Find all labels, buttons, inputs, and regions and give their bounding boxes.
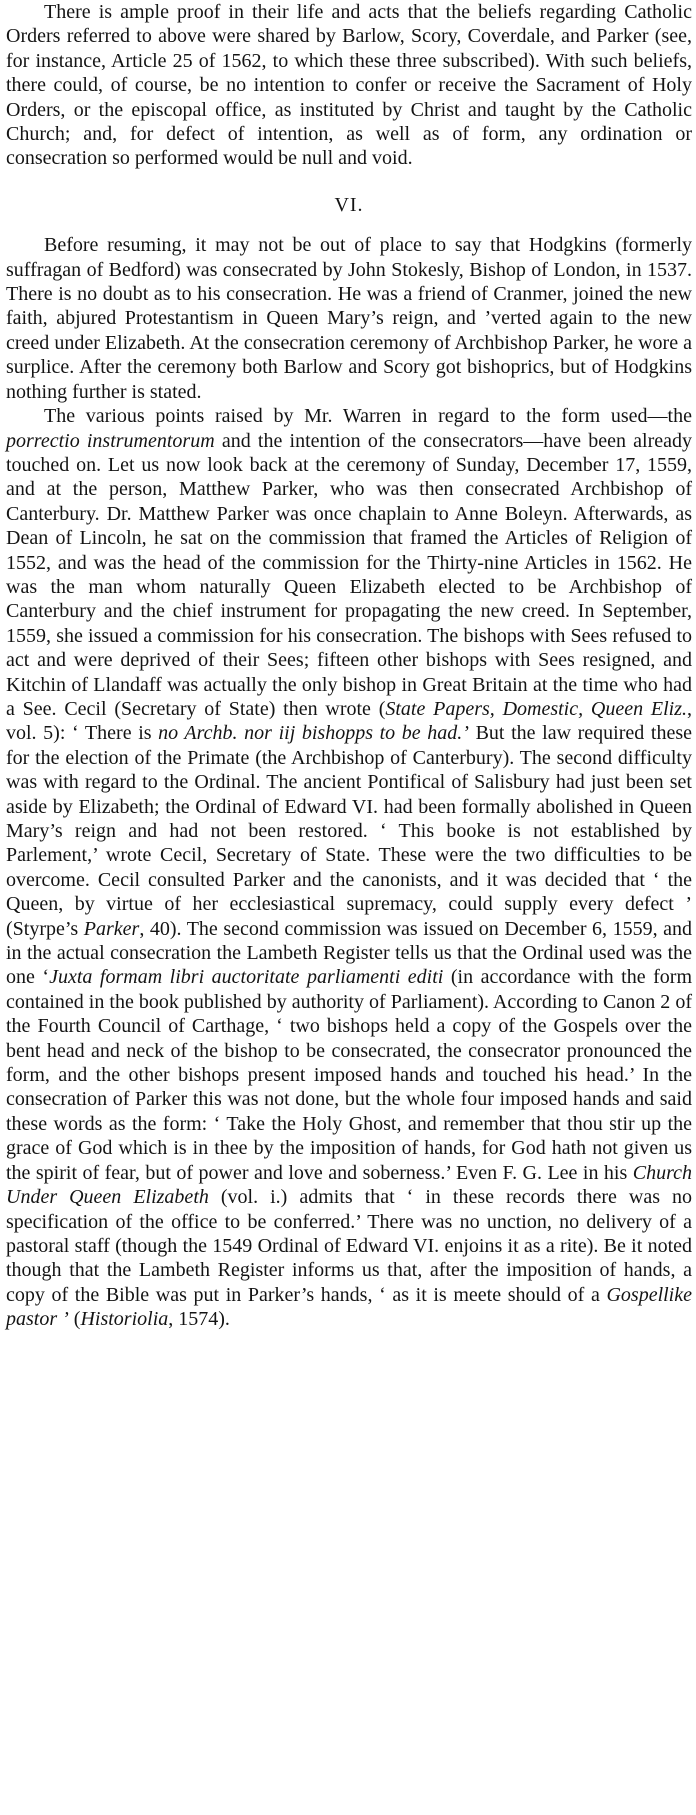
paragraph-catholic-orders: There is ample proof in their life and acts that the beliefs regarding Catholic Orders referred to above were shared by Barlow, Scory, Coverdale, and Parker (see, for instance, Article 25 of 1562, to which these three subscribed). With such beliefs, there could, of course, be no intention to confer or receive the Sacrament of Holy Orders, or the episcopal office, as instituted by Christ and taught by the Catholic Church; and, for defect of intention, as well as of form, any ordination or consecration so performed would be null and void.: [6, 1, 692, 170]
italic-quote: no Archb. nor iij bishopps to be had.’: [158, 722, 469, 745]
text-segment: (in accordance with the form contained in the book published by authority of Parliament). According to Canon 2 of the Fourth Council of Carthage, ‘ two bishops held a copy of the Gospels over the bent head and neck of the bishop to be consecrated, the consecrator pronounced the form, and the other bishops present imposed hands and touched his head.’ In the consecration of Parker this was not done, but the whole four imposed hands and said these words as the form: ‘ Take the Holy Ghost, and remember that thou stir up the grace of God which is in thee by the imposition of hands, for God hath not given us the spirit of fear, but of power and love and soberness.’ Even F. G. Lee in his: [6, 966, 693, 1184]
text-segment: (vol. i.) admits that ‘ in these records there was no specification of the office to be conferred.’ There was no unction, no delivery of a pastoral staff (though the 1549 Ordinal of Edward VI. enjoins it as a rite). Be it noted though that the Lambeth Register informs us that, after the imposition of hands, a copy of the Bible was put in Parker’s hands, ‘ as it is meete should of a: [6, 1186, 692, 1306]
italic-book-title: Church Under Queen Elizabeth: [6, 1161, 692, 1209]
text-segment: , 40). The second commission was issued on December 6, 1559, and in the actual consecration the Lambeth Register tells us that the Ordinal used was the one ‘: [6, 917, 693, 989]
paragraph-parker-consecration: [6, 404, 692, 1331]
italic-citation: State Papers, Domestic, Queen Eliz.: [385, 697, 687, 720]
text-segment: , vol. 5): ‘ There is: [6, 697, 692, 745]
text-segment: The various points raised by Mr. Warren in regard to the form used—the: [44, 405, 692, 428]
text-segment: (: [68, 1308, 81, 1331]
text-segment: , 1574).: [168, 1308, 230, 1331]
italic-quote: Gospellike pastor ’: [6, 1283, 692, 1331]
paragraph-hodgkins: Before resuming, it may not be out of place to say that Hodgkins (formerly suffragan of Bedford) was consecrated by John Stokesly, Bishop of London, in 1537. There is no doubt as to his consecration. He was a friend of Cranmer, joined the new faith, abjured Protestantism in Queen Mary’s reign, and ’verted again to the new creed under Elizabeth. At the consecration ceremony of Archbishop Parker, he wore a surplice. After the ceremony both Barlow and Scory got bishoprics, but of Hodgkins nothing further is stated.: [6, 234, 692, 403]
italic-term: porrectio instrumentorum: [6, 429, 215, 452]
italic-citation: Historiolia: [80, 1308, 169, 1331]
text-segment: and the intention of the consecrators—have been already touched on. Let us now look back at the ceremony of Sunday, December 17, 1559, and at the person, Matthew Parker, who was then consecrated Archbishop of Canterbury. Dr. Matthew Parker was once chaplain to Anne Boleyn. Afterwards, as Dean of Lincoln, he sat on the commission that framed the Articles of Religion of 1552, and was the head of the commission for the Thirty-nine Articles in 1562. He was the man whom naturally Queen Elizabeth elected to be Archbishop of Canterbury and the chief instrument for propagating the new creed. In September, 1559, she issued a commission for his consecration. The bishops with Sees refused to act and were deprived of their Sees; fifteen other bishops with Sees resigned, and Kitchin of Llandaff was actually the only bishop in Great Britain at the time who had a See. Cecil (Secretary of State) then wrote (: [6, 429, 692, 720]
italic-latin-quote: Juxta formam libri auctoritate parliamenti editi: [49, 966, 444, 989]
section-heading: VI.: [334, 193, 364, 216]
text-segment: But the law required these for the election of the Primate (the Archbishop of Canterbury). The second difficulty was with regard to the Ordinal. The ancient Pontifical of Salisbury had just been set aside by Elizabeth; the Ordinal of Edward VI. had been formally abolished in Queen Mary’s reign and had not been restored. ‘ This booke is not established by Parlement,’ wrote Cecil, Secretary of State. These were the two difficulties to be overcome. Cecil consulted Parker and the canonists, and it was decided that ‘ the Queen, by virtue of her ecclesiastical supremacy, could supply every defect ’ (Styrpe’s: [6, 722, 692, 940]
italic-citation: Parker: [83, 917, 140, 940]
